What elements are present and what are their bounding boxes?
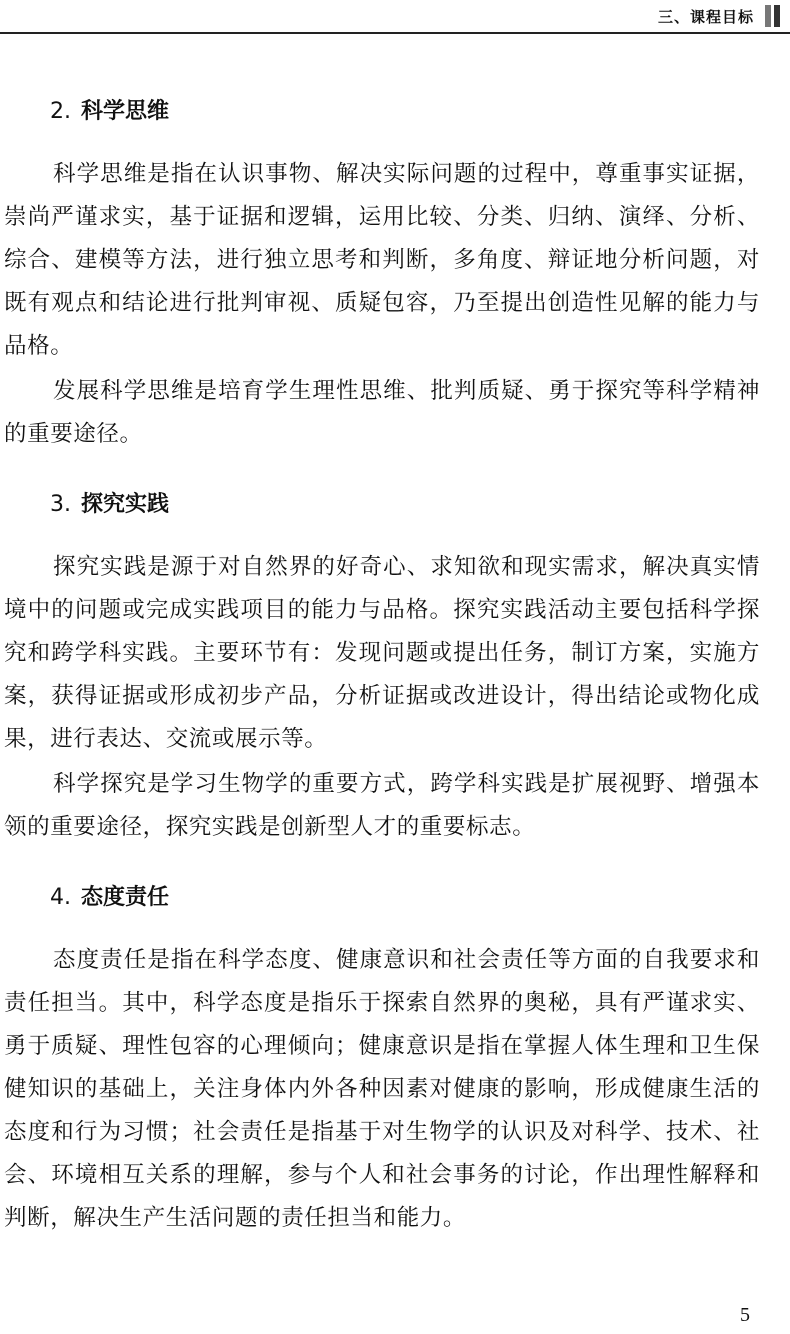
section-title: 态度责任	[81, 885, 170, 910]
header-tab-mark	[774, 5, 780, 27]
section-number: 3.	[50, 492, 71, 517]
paragraph: 发展科学思维是培育学生理性思维、批判质疑、勇于探究等科学精神的重要途径。	[4, 378, 760, 447]
section-heading-inquiry-practice	[50, 487, 169, 518]
section-number: 2.	[50, 99, 71, 124]
section-heading-attitude-responsibility	[50, 880, 169, 911]
paragraph: 科学思维是指在认识事物、解决实际问题的过程中，尊重事实证据，崇尚严谨求实，基于证据和逻辑，运用比较、分类、归纳、演绎、分析、综合、建模等方法，进行独立思考和判断，多角度、辩证地分析问题，对既有观点和结论进行批判审视、质疑包容，乃至提出创造性见解的能力与品格。	[4, 161, 760, 359]
header-rule	[0, 32, 790, 34]
page-number: 5	[740, 1304, 750, 1326]
section-number: 4.	[50, 885, 71, 910]
paragraph: 科学探究是学习生物学的重要方式，跨学科实践是扩展视野、增强本领的重要途径，探究实践是创新型人才的重要标志。	[4, 771, 760, 840]
paragraph: 态度责任是指在科学态度、健康意识和社会责任等方面的自我要求和责任担当。其中，科学态度是指乐于探索自然界的奥秘，具有严谨求实、勇于质疑、理性包容的心理倾向；健康意识是指在掌握人体生理和卫生保健知识的基础上，关注身体内外各种因素对健康的影响，形成健康生活的态度和行为习惯；社会责任是指基于对生物学的认识及对科学、技术、社会、环境相互关系的理解，参与个人和社会事务的讨论，作出理性解释和判断，解决生产生活问题的责任担当和能力。	[4, 947, 760, 1231]
section-title: 科学思维	[81, 99, 170, 124]
section-heading-scientific-thinking	[50, 94, 169, 125]
chapter-title: 三、课程目标	[657, 7, 754, 26]
running-header	[658, 4, 780, 28]
paragraph: 探究实践是源于对自然界的好奇心、求知欲和现实需求，解决真实情境中的问题或完成实践项目的能力与品格。探究实践活动主要包括科学探究和跨学科实践。主要环节有：发现问题或提出任务，制订方案，实施方案，获得证据或形成初步产品，分析证据或改进设计，得出结论或物化成果，进行表达、交流或展示等。	[4, 554, 760, 752]
header-tab-mark	[765, 5, 771, 27]
section-title: 探究实践	[81, 492, 170, 517]
